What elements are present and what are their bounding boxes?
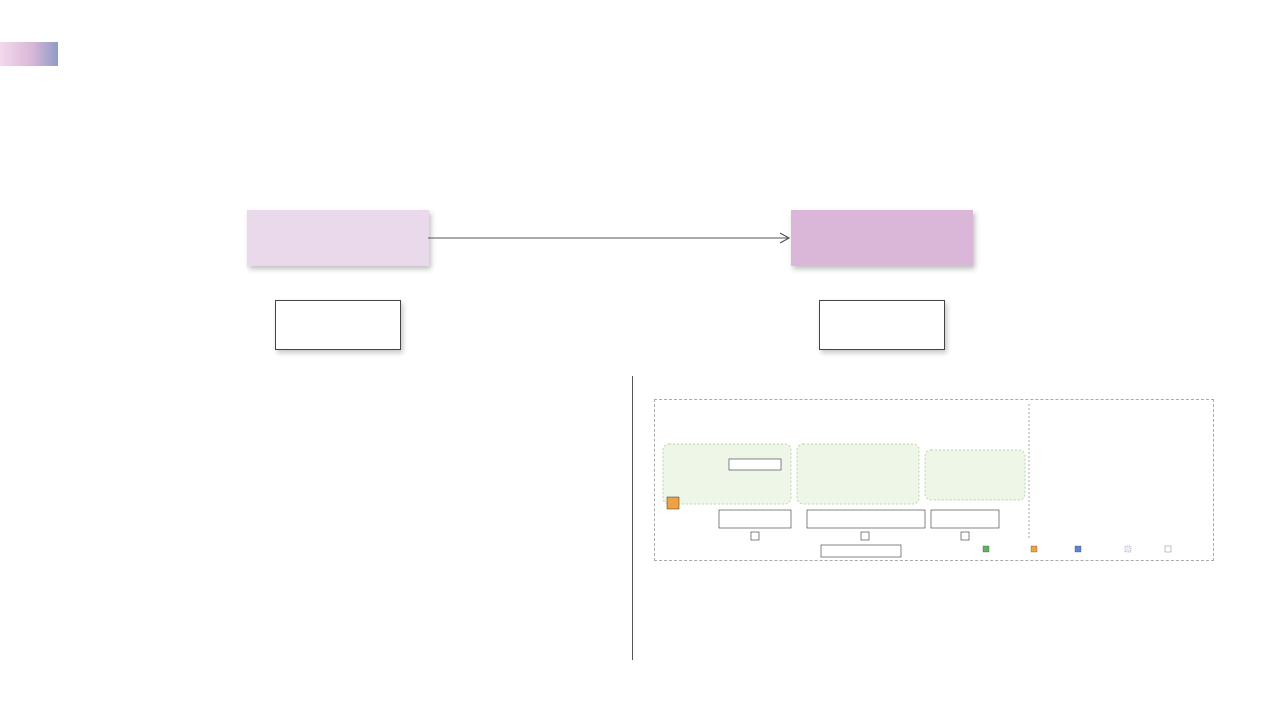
legend-swatch-attention-score [983,546,989,552]
predefined-structure-box [247,210,429,266]
figure-legend [983,546,1171,552]
legend-swatch-evicted-token [1125,546,1131,552]
sliding-window-matrix [458,491,572,605]
right-representative-box [819,300,945,350]
trainable-structure-box [791,210,973,266]
title-accent-bar [0,42,58,66]
left-representative-box [275,300,401,350]
compress-box [729,459,781,470]
column-divider [632,376,633,660]
sliding-region [925,450,1025,500]
output-cell [961,532,969,540]
legend-swatch-activated-token [1075,546,1081,552]
compressed-attention-box [719,510,791,528]
gated-output-box [821,545,901,557]
full-attention-matrix [271,491,385,605]
output-cell [751,532,759,540]
compression-region [663,444,791,504]
paradigm-arrow [428,228,794,248]
legend-swatch-query-token [1031,546,1037,552]
nsa-architecture-figure [654,399,1214,561]
sliding-attention-box [931,510,999,528]
legend-swatch-ignored-token [1165,546,1171,552]
nsa-diagram [655,400,1215,562]
selected-attention-box [807,510,925,528]
output-cell [861,532,869,540]
selection-region [797,444,919,504]
query-token [667,497,679,509]
